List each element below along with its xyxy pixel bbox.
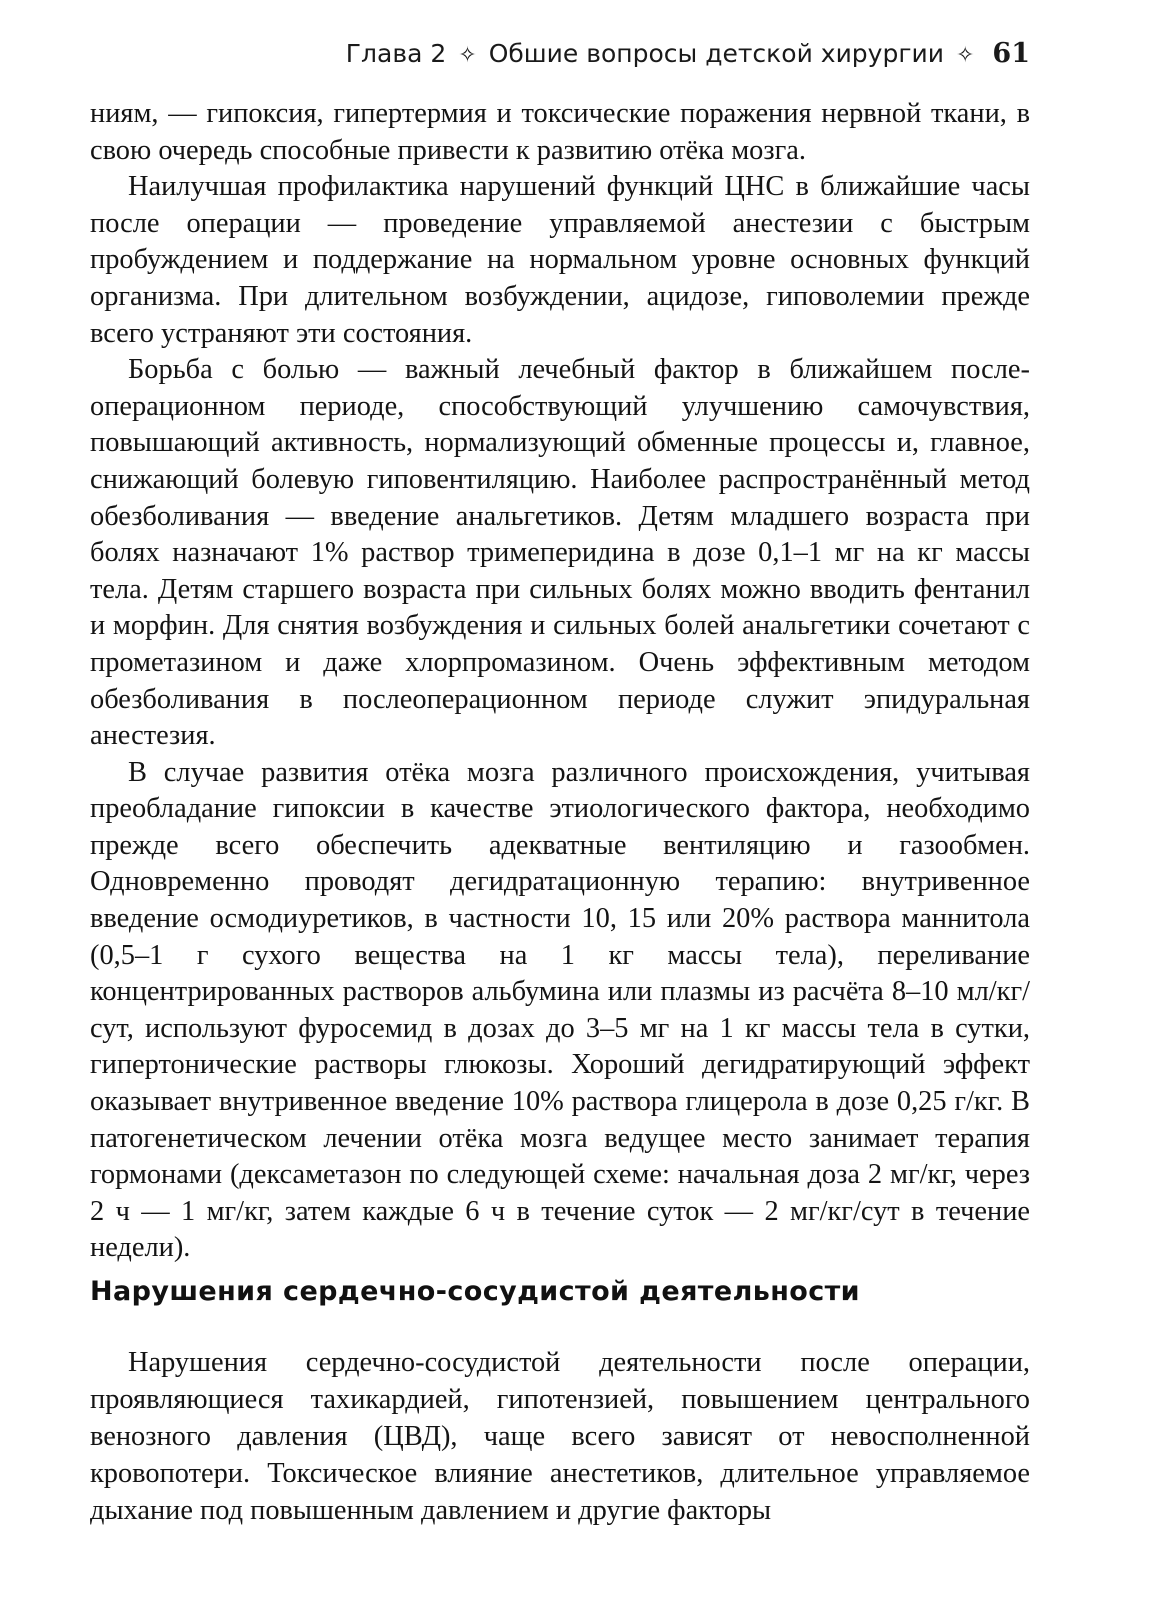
paragraph-cardiovascular: Нарушения сердечно-сосудистой деятельности после операции, проявляющиеся тахикардией, гипотензией, повышением центрального венозного давления (ЦВД), чаще всего зависят от невосполненной кровопотери. Токсическое влияние анестетиков, длительное управляемое дыхание под повышенным давлением и другие факторы [90, 1347, 1030, 1526]
paragraph-pain-management: Борьба с болью — важный лечебный фактор в ближайшем послеоперационном периоде, способствующий улучшению самочувствия, повышающий активность, нормализующий обменные процессы и, главное, снижающий болевую гиповентиляцию. Наиболее распространённый метод обезболивания — введение анальгетиков. Детям младшего возраста при болях назначают 1% раствор тримеперидина в дозе 0,1–1 мг на кг массы тела. Детям старшего возраста при сильных болях можно вводить фентанил и морфин. Для снятия возбуждения и сильных болей анальгетики сочетают с прометазином и даже хлорпромазином. Очень эффективным методом обезболивания в послеоперационном периоде служит эпидуральная анестезия. [90, 354, 1030, 752]
chapter-label: Глава 2 [345, 39, 447, 68]
section-text [90, 1344, 1030, 1529]
page-number: 61 [992, 38, 1030, 69]
main-text [90, 96, 1030, 1267]
diamond-separator-icon: ✧ [458, 43, 477, 68]
paragraph-continuation: ниям, — гипоксия, гипертермия и токсические поражения нервной ткани, в свою очередь способные привести к развитию отёка мозга. [90, 98, 1030, 166]
chapter-title: Обшие вопросы детской хирургии [488, 39, 944, 68]
paragraph-brain-edema: В случае развития отёка мозга различного происхождения, учитывая преобладание гипоксии в качестве этиологического фактора, необходимо прежде всего обеспечить адекватные вентиляцию и газообмен. Одновременно проводят дегидратационную терапию: внутривенное введение осмодиуретиков, в частности 10, 15 или 20% раствора маннитола (0,5–1 г сухого вещества на 1 кг массы тела), переливание концентрированных растворов альбумина или плазмы из расчёта 8–10 мл/кг/сут, используют фуросемид в дозах до 3–5 мг на 1 кг массы тела в сутки, гипертонические растворы глюкозы. Хороший дегидратирующий эффект оказывает внутривенное введение 10% раствора глицерола в дозе 0,25 г/кг. В патогенетическом лечении отёка мозга ведущее место занимает терапия гормонами (дексаметазон по следующей схеме: начальная доза 2 мг/кг, через 2 ч — 1 мг/кг, затем каждые 6 ч в течение суток — 2 мг/кг/сут в течение недели). [90, 756, 1030, 1264]
paragraph-cns-prevention: Наилучшая профилактика нарушений функций ЦНС в ближайшие часы после операции — проведение управляемой анестезии с быстрым пробуждением и поддержание на нормальном уровне основных функций организма. При длительном возбуждении, ацидозе, гиповолемии прежде всего устраняют эти состояния. [90, 171, 1030, 349]
running-header [90, 34, 1030, 74]
diamond-separator-icon: ✧ [955, 43, 975, 68]
section-heading: Нарушения сердечно-сосудистой деятельности [90, 1276, 860, 1307]
